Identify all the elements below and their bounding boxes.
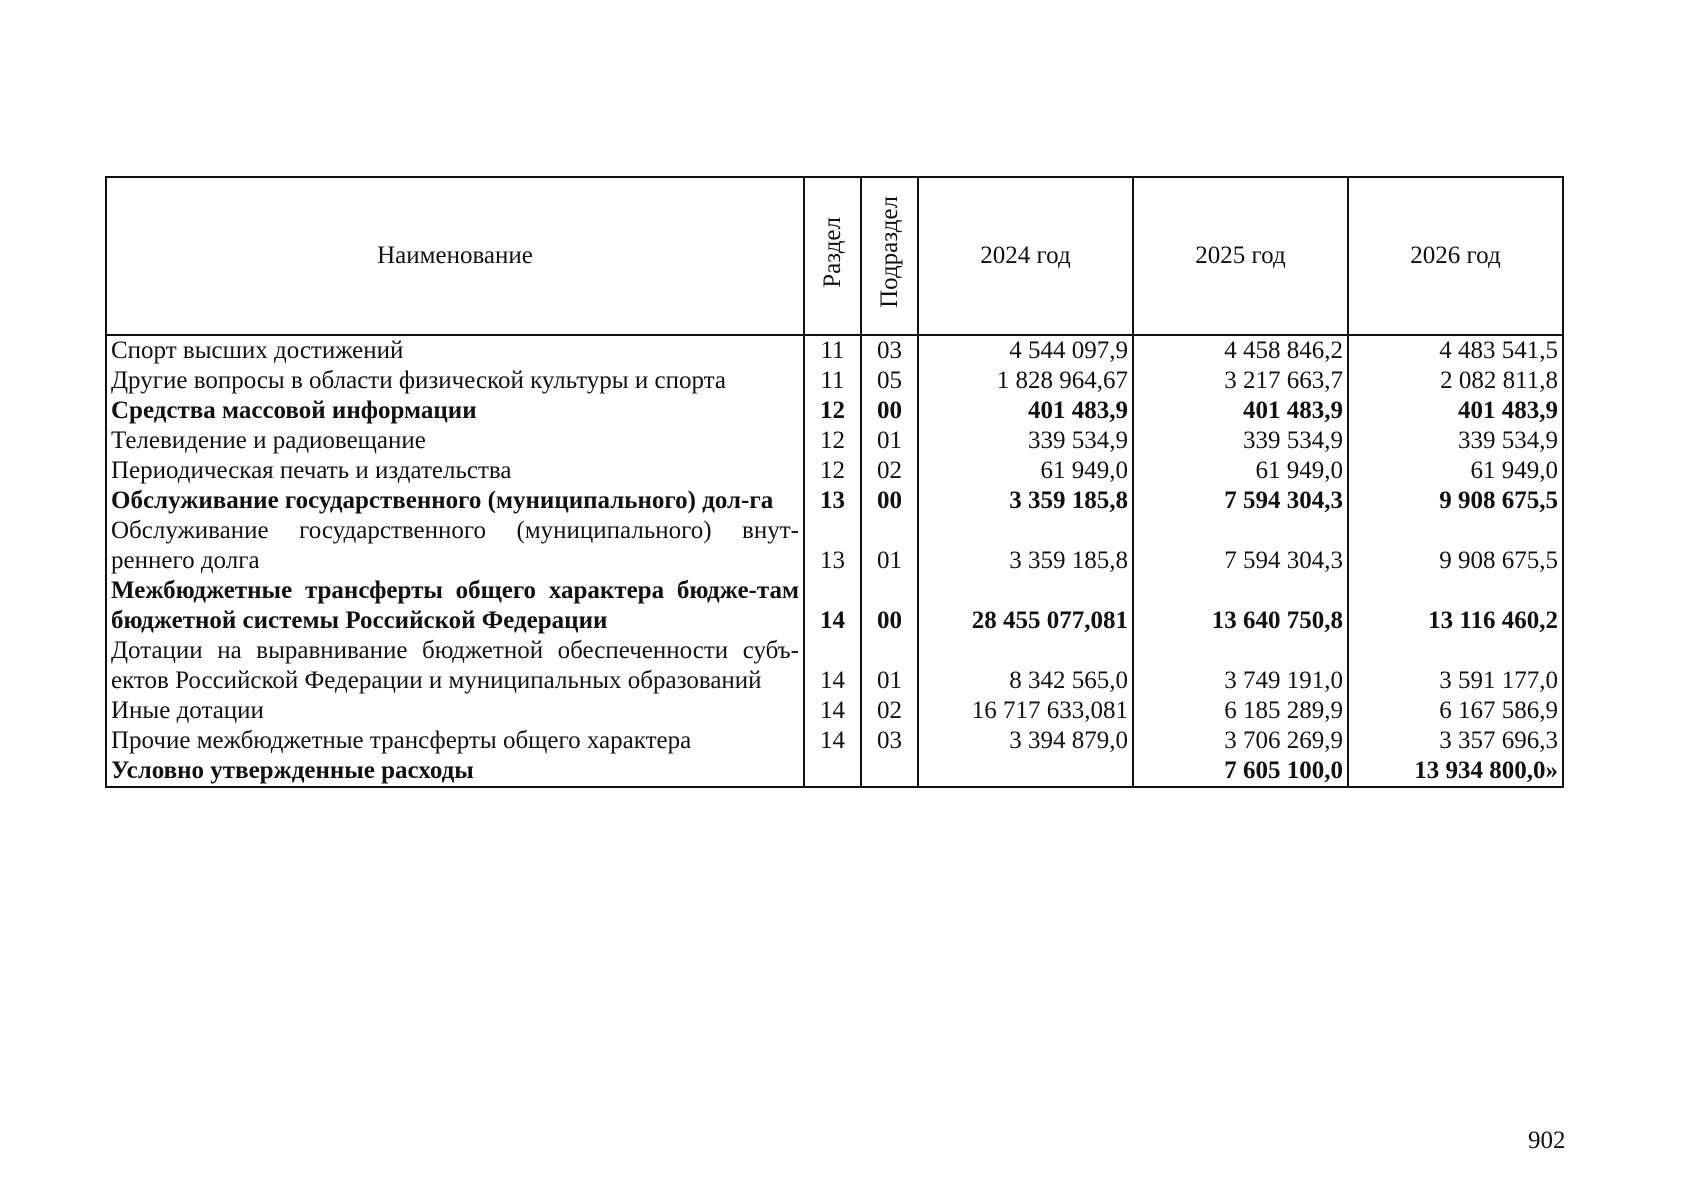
table-header-row [106, 177, 1563, 335]
header-year-2026 [1348, 177, 1563, 335]
row-2024: 4 544 097,9 [918, 335, 1133, 366]
row-name: Другие вопросы в области физической культуры и спорта [106, 366, 804, 396]
row-section: 13 [804, 516, 861, 576]
row-2024: 16 717 633,081 [918, 696, 1133, 726]
row-subsection: 03 [861, 335, 918, 366]
row-2025: 3 749 191,0 [1133, 636, 1348, 696]
row-2024: 401 483,9 [918, 396, 1133, 426]
row-name: Условно утвержденные расходы [106, 756, 804, 787]
row-2024: 3 359 185,8 [918, 486, 1133, 516]
row-2026: 6 167 586,9 [1348, 696, 1563, 726]
table-row [106, 366, 1563, 396]
row-2025: 401 483,9 [1133, 396, 1348, 426]
row-2025: 4 458 846,2 [1133, 335, 1348, 366]
table-row [106, 696, 1563, 726]
row-2026: 2 082 811,8 [1348, 366, 1563, 396]
row-2024: 8 342 565,0 [918, 636, 1133, 696]
table-row [106, 726, 1563, 756]
row-subsection: 01 [861, 636, 918, 696]
row-name: Прочие межбюджетные трансферты общего характера [106, 726, 804, 756]
table-row [106, 576, 1563, 636]
row-subsection: 05 [861, 366, 918, 396]
table-row [106, 335, 1563, 366]
row-section: 12 [804, 426, 861, 456]
table-row [106, 396, 1563, 426]
row-subsection: 00 [861, 486, 918, 516]
row-section: 14 [804, 726, 861, 756]
row-2026: 3 357 696,3 [1348, 726, 1563, 756]
row-name: Дотации на выравнивание бюджетной обеспеченности субъ-ектов Российской Федерации и муниципальных образований [106, 636, 804, 696]
row-2026: 13 934 800,0» [1348, 756, 1563, 787]
row-subsection: 00 [861, 396, 918, 426]
table-row [106, 486, 1563, 516]
header-section [804, 177, 861, 335]
row-subsection: 01 [861, 516, 918, 576]
table-row [106, 756, 1563, 787]
row-2025: 13 640 750,8 [1133, 576, 1348, 636]
table-body [106, 335, 1563, 787]
row-section: 13 [804, 486, 861, 516]
row-2025: 7 594 304,3 [1133, 486, 1348, 516]
row-2024: 28 455 077,081 [918, 576, 1133, 636]
row-2026: 9 908 675,5 [1348, 516, 1563, 576]
table-row [106, 516, 1563, 576]
row-2024: 3 394 879,0 [918, 726, 1133, 756]
row-subsection: 03 [861, 726, 918, 756]
header-subsection-label: Подраздел [875, 196, 903, 308]
header-year-2026-label: 2026 год [1410, 242, 1501, 269]
row-section: 14 [804, 696, 861, 726]
row-2026: 61 949,0 [1348, 456, 1563, 486]
row-2024 [918, 756, 1133, 787]
row-section: 11 [804, 366, 861, 396]
header-section-label: Раздел [818, 216, 846, 288]
row-subsection: 02 [861, 696, 918, 726]
row-name: Спорт высших достижений [106, 335, 804, 366]
page-number: 902 [1528, 1127, 1566, 1154]
row-section: 11 [804, 335, 861, 366]
row-2025: 7 605 100,0 [1133, 756, 1348, 787]
row-subsection: 02 [861, 456, 918, 486]
row-section: 14 [804, 576, 861, 636]
row-name: Межбюджетные трансферты общего характера бюдже-там бюджетной системы Российской Федерации [106, 576, 804, 636]
header-year-2024 [918, 177, 1133, 335]
row-2024: 1 828 964,67 [918, 366, 1133, 396]
budget-table [105, 176, 1564, 788]
header-name [106, 177, 804, 335]
row-name: Телевидение и радиовещание [106, 426, 804, 456]
header-year-2025 [1133, 177, 1348, 335]
row-section [804, 756, 861, 787]
row-subsection [861, 756, 918, 787]
row-2024: 339 534,9 [918, 426, 1133, 456]
row-section: 12 [804, 396, 861, 426]
row-subsection: 00 [861, 576, 918, 636]
header-name-label: Наименование [377, 242, 533, 269]
header-year-2024-label: 2024 год [980, 242, 1071, 269]
row-name: Обслуживание государственного (муниципального) внут-реннего долга [106, 516, 804, 576]
row-2024: 61 949,0 [918, 456, 1133, 486]
row-2026: 13 116 460,2 [1348, 576, 1563, 636]
row-2025: 3 706 269,9 [1133, 726, 1348, 756]
row-subsection: 01 [861, 426, 918, 456]
row-2025: 3 217 663,7 [1133, 366, 1348, 396]
row-section: 12 [804, 456, 861, 486]
row-2024: 3 359 185,8 [918, 516, 1133, 576]
row-section: 14 [804, 636, 861, 696]
row-2026: 339 534,9 [1348, 426, 1563, 456]
row-2026: 9 908 675,5 [1348, 486, 1563, 516]
row-2026: 3 591 177,0 [1348, 636, 1563, 696]
row-name: Иные дотации [106, 696, 804, 726]
row-name: Периодическая печать и издательства [106, 456, 804, 486]
row-name: Средства массовой информации [106, 396, 804, 426]
row-name: Обслуживание государственного (муниципального) дол-га [106, 486, 804, 516]
row-2026: 401 483,9 [1348, 396, 1563, 426]
row-2026: 4 483 541,5 [1348, 335, 1563, 366]
row-2025: 339 534,9 [1133, 426, 1348, 456]
header-year-2025-label: 2025 год [1195, 242, 1286, 269]
row-2025: 7 594 304,3 [1133, 516, 1348, 576]
row-2025: 61 949,0 [1133, 456, 1348, 486]
table-row [106, 426, 1563, 456]
header-subsection [861, 177, 918, 335]
row-2025: 6 185 289,9 [1133, 696, 1348, 726]
table-row [106, 636, 1563, 696]
table-row [106, 456, 1563, 486]
